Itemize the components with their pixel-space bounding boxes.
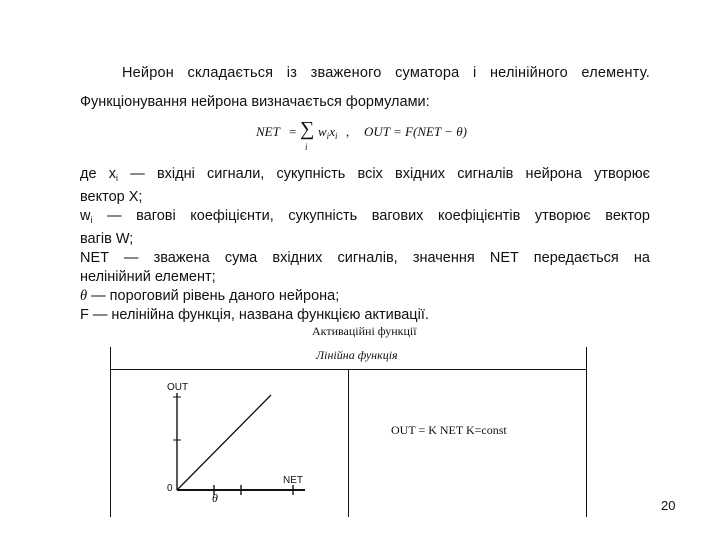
table-column-divider xyxy=(348,369,349,517)
def-x: де $x_i$ — вхідні сигнали, сукупність всіх вхідних сигналів нейрона утворює xyxy=(80,166,650,183)
table-caption: Активаційні функції xyxy=(312,324,417,338)
def-theta: θ — пороговий рівень даного нейрона; xyxy=(80,288,340,304)
formula-net: NET xyxy=(256,124,280,139)
def-w: $w_i$ — вагові коефіцієнти, сукупність вагових коефіцієнтів утворює вектор xyxy=(80,208,650,225)
def-f: F — нелінійна функція, названа функцією активації. xyxy=(80,307,429,323)
formula-sum: ∑ xyxy=(300,118,315,140)
linear-formula: OUT = K NET K=const xyxy=(391,423,507,437)
definitions xyxy=(80,165,650,325)
formula-out: OUT = F(NET − θ) xyxy=(364,124,467,139)
origin-label: 0 xyxy=(167,483,173,494)
formula-wx: $w_ix_i$ xyxy=(318,124,338,141)
formula-comma: , xyxy=(346,124,350,139)
theta-label: θ xyxy=(212,491,218,505)
linear-line xyxy=(178,395,271,489)
intro-text: Нейрон складається із зваженого суматора і нелінійного елементу. xyxy=(122,65,650,81)
formula-sum-index: i xyxy=(305,142,308,152)
x-axis-label: NET xyxy=(283,475,303,486)
def-w-cont: вагів W; xyxy=(80,231,134,247)
formula xyxy=(256,120,496,156)
formula-eq: = xyxy=(289,124,297,139)
page-number: 20 xyxy=(661,498,676,513)
y-axis-label: OUT xyxy=(167,382,189,393)
def-net-cont: нелінійний елемент; xyxy=(80,269,216,285)
formula-intro: Функціонування нейрона визначається формулами: xyxy=(80,94,430,110)
table-header xyxy=(111,347,586,369)
activation-table xyxy=(110,347,587,517)
def-x-cont: вектор X; xyxy=(80,189,143,205)
linear-function-graph xyxy=(111,369,347,517)
table-header-text: Лінійна функція xyxy=(316,348,398,362)
def-net: NET — зважена сума вхідних сигналів, значення NET передається на xyxy=(80,250,650,266)
